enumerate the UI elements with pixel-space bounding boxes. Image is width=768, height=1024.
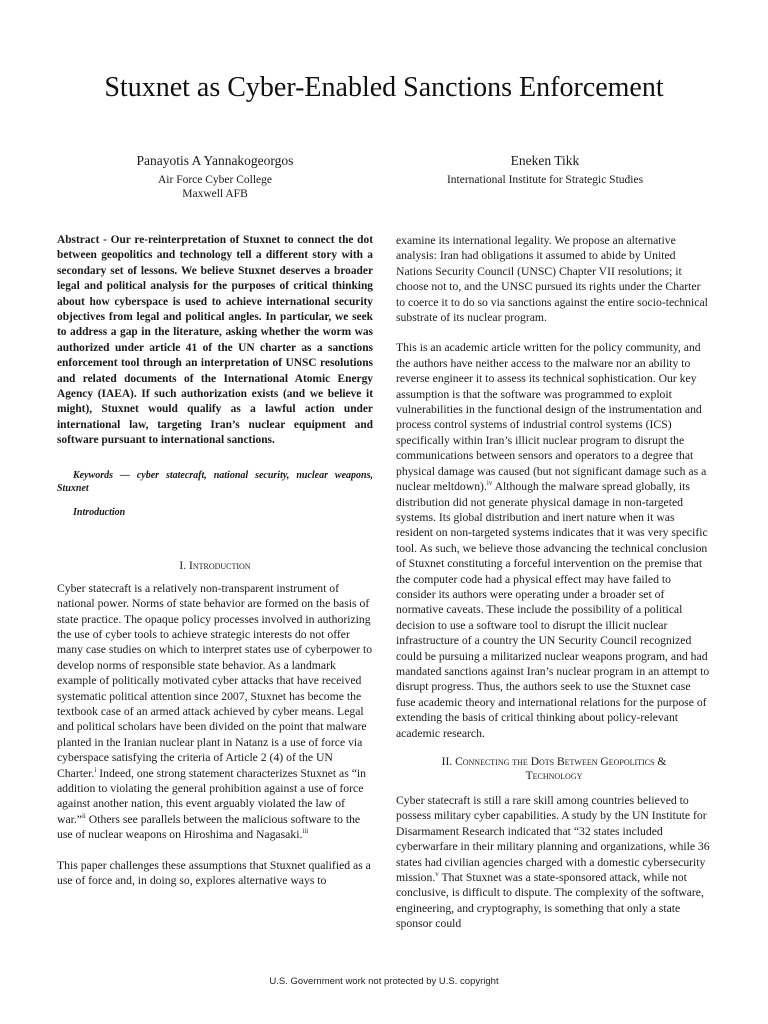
footnote-marker: ii — [81, 811, 86, 820]
section-heading-connecting-dots — [396, 755, 712, 783]
section-heading-line: Technology — [525, 770, 583, 782]
author-affiliation-location: Maxwell AFB — [182, 188, 248, 200]
footnote-marker: iv — [486, 479, 493, 488]
paragraph — [396, 340, 712, 741]
abstract: Abstract - Our re-reinterpretation of Stuxnet to connect the dot between geopolitics and technology tell a different story with a secondary set of lessons. We believe Stuxnet deserves a broader legal and political analysis for the purposes of critical thinking about how cyberspace is used to achieve international security objectives from legal and political angles. In particular, we seek to address a gap in the literature, asking whether the worm was authorized under article 41 of the UN charter as a sanctions enforcement tool through an interpretation of UNSC resolutions and related documents of the International Atomic Energy Agency (IAEA). If such authorization exists (and we believe it might), Stuxnet would qualify as a lawful action under international law, targeting Iran’s nuclear equipment and software pursuant to international sanctions. — [57, 234, 373, 447]
text-run: Indeed, one strong statement characterizes Stuxnet as “in addition to violating the general prohibition against a use of force against another nation, this event arguably violated the law of war.” — [57, 766, 366, 826]
paragraph — [57, 581, 373, 843]
text-run: Others see parallels between the malicious software to the use of nuclear weapons on Hiroshima and Nagasaki. — [57, 812, 361, 842]
left-column — [57, 233, 373, 888]
paragraph: examine its international legality. We propose an alternative analysis: Iran had obligations it assumed to abide by United Nations Security Council (UNSC) Chapter VII resolutions; it choose not to, and the UNSC pursued its rights under the Charter to coerce it to do so via sanctions against the entire socio-technical substrate of its nuclear program. — [396, 234, 708, 325]
copyright-footer: U.S. Government work not protected by U.S. copyright — [269, 976, 499, 987]
text-run: Cyber statecraft is a relatively non-transparent instrument of national power. Norms of state behavior are formed on the basis of state practice. The opaque policy processes involved in authorizing the use of cyber tools to achieve strategic interests do not offer many case studies on which to interpret states use of cyberpower to develop norms of responsible state behavior. As a landmark example of politically motivated cyber attacks that have received systematic political attention since 2007, Stuxnet has become the textbook case of an armed attack achieved by cyber means. Legal and political scholars have been divided on the point that malware planted in the Iranian nuclear plant in Natanz is a use of force via cyberspace satisfying the criteria of Article 2 (4) of the UN Charter. — [57, 581, 373, 780]
section-heading-line: II. Connecting the Dots Between Geopolitics & — [441, 756, 667, 768]
text-run: That Stuxnet was a state-sponsored attack, while not conclusive, is difficult to dispute. The complexity of the software, engineering, and cryptography, is something that only a state sponsor could — [396, 871, 704, 931]
section-heading-introduction: I. Introduction — [179, 559, 251, 572]
footnote-marker: v — [435, 870, 439, 879]
right-column — [396, 233, 712, 932]
footnote-marker: iii — [302, 827, 309, 836]
paragraph: This paper challenges these assumptions that Stuxnet qualified as a use of force and, in doing so, explores alternative ways to — [57, 858, 371, 887]
paper-title: Stuxnet as Cyber-Enabled Sanctions Enforcement — [104, 72, 664, 103]
text-run: This is an academic article written for the policy community, and the authors have neither access to the malware nor an ability to reverse engineer it to assess its technical sophistication. Our key assumption is that the software was programmed to exploit vulnerabilities in the functional design of the instrumentation and process control systems of industrial control systems (ICS) specifically within Iran’s illicit nuclear program to disrupt the communications between sensors and operators to a degree that physical damage was caused (but not significant damage such as a nuclear meltdown). — [396, 341, 707, 494]
author-block-1 — [100, 152, 330, 201]
footnote-marker: i — [94, 765, 97, 774]
author-affiliation: Air Force Cyber College — [157, 174, 272, 186]
author-block-2 — [420, 152, 670, 187]
paragraph — [396, 793, 712, 932]
keywords: Keywords — cyber statecraft, national security, nuclear weapons, Stuxnet — [57, 469, 373, 495]
author-name: Panayotis A Yannakogeorgos — [136, 153, 294, 168]
text-run: Cyber statecraft is still a rare skill among countries believed to possess military cyber capabilities. A study by the UN Institute for Disarmament Research indicated that “32 states included cyberwarfare in their military planning and organizations, while 36 states had civilian agencies charged with a domestic cybersecurity mission. — [396, 794, 710, 885]
author-name: Eneken Tikk — [510, 153, 580, 168]
author-affiliation: International Institute for Strategic Studies — [446, 174, 644, 186]
text-run: Although the malware spread globally, its distribution did not generate physical damage in non-targeted systems. Its global distribution and inert nature when it was resident on non-targeted systems indicates that it was very specific tool. As such, we believe those advancing the technical conclusion of Stuxnet constituting a forceful intervention on the premise that the computer code had a physical effect may have failed to consider its authors were operating under a broader set of normative caveats. These include the possibility of a political decision to use a software tool to disrupt the illicit nuclear infrastructure of a country the UN Security Council recognized could be pursuing a militarized nuclear weapons program, and had mandated sanctions against Iran’s nuclear program in an attempt to disrupt progress. Thus, the authors seek to use the Stuxnet case fuse academic theory and international relations for the purpose of extending the basis of critical thinking about policy-relevant academic research. — [396, 480, 710, 740]
intro-label: Introduction — [73, 506, 126, 518]
